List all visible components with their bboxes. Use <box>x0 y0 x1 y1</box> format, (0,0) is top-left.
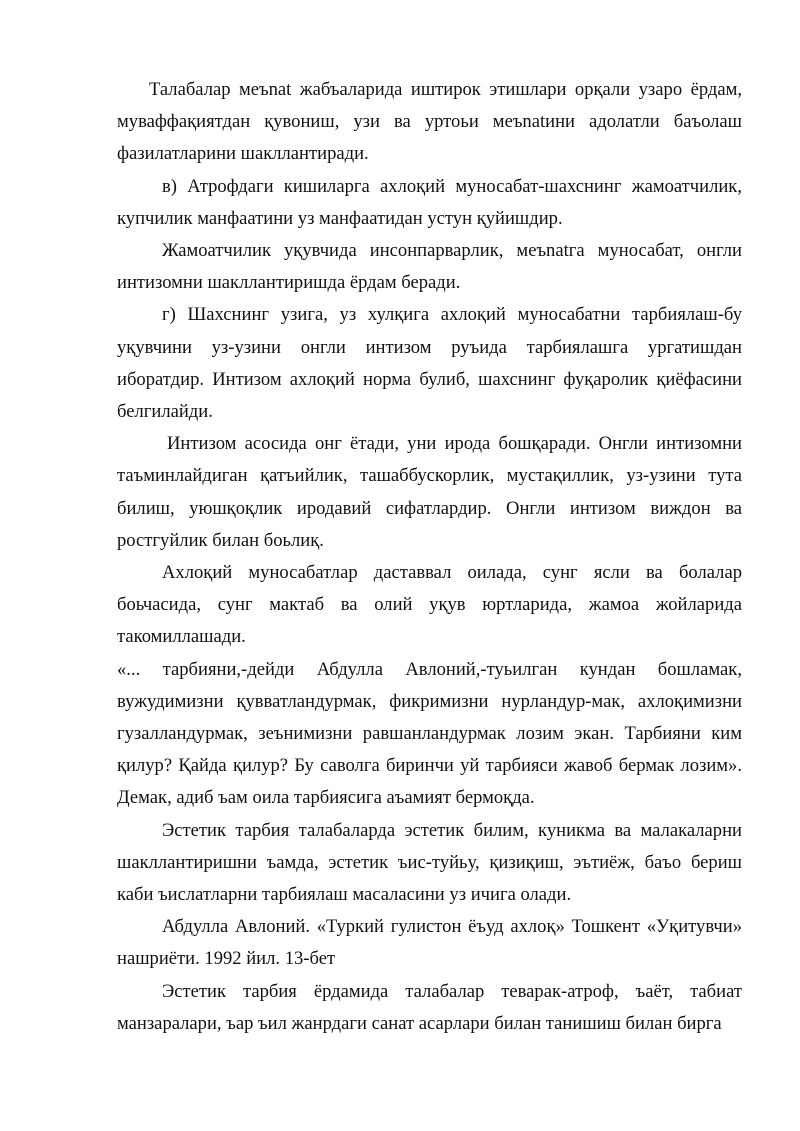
paragraph-3: Жамоатчилик уқувчида инсонпарварлик, меъnatга муносабат, онгли интизомни шакллантиришда ёрдам беради. <box>117 240 742 294</box>
paragraph-10: Эстетик тарбия ёрдамида талабалар теварак-атроф, ъаёт, табиат манзаралари, ъар ъил жанрдаги санат асарлари билан танишиш билан бирга <box>117 980 742 1034</box>
footnote-citation: Абдулла Авлоний. «Туркий гулистон ёъуд ахлоқ» Тошкент «Уқитувчи» нашриёти. 1992 йил. 13-бет <box>117 916 742 970</box>
document-body <box>117 74 742 1040</box>
paragraph-1: Талабалар меъnat жабъаларида иштирок этишлари орқали узаро ёрдам, муваффақиятдан қувониш, узи ва уртоьи меъnatини адолатли баъолаш фазилатларини шакллантиради. <box>117 79 742 165</box>
paragraph-2: в) Атрофдаги кишиларга ахлоқий муносабат-шахснинг жамоатчилик, купчилик манфаатини уз манфаатидан устун қуйишдир. <box>117 175 742 229</box>
paragraph-5: Интизом асосида онг ётади, уни ирода бошқаради. Онгли интизомни таъминлайдиган қатъийлик, ташаббускорлик, мустақиллик, уз-узини тута билиш, уюшқоқлик иродавий сифатлардир. Онгли интизом виждон ва ростгуйлик билан боьлиқ. <box>117 433 742 551</box>
paragraph-4: г) Шахснинг узига, уз хулқига ахлоқий муносабатни тарбиялаш-бу уқувчини уз-узини онгли интизом руъида тарбиялашга ургатишдан иборатдир. Интизом ахлоқий норма булиб, шахснинг фуқаролик қиёфасини белгилайди. <box>117 304 742 423</box>
paragraph-8: Эстетик тарбия талабаларда эстетик билим, куникма ва малакаларни шакллантиришни ъамда, эстетик ъис-туйьу, қизиқиш, эътиёж, баъо бериш каби ъислатларни тарбиялаш масаласини уз ичига олади. <box>117 819 742 906</box>
paragraph-6: Ахлоқий муносабатлар даставвал оилада, сунг ясли ва болалар боьчасида, сунг мактаб ва олий уқув юртларида, жамоа жойларида такомиллашади. <box>117 562 742 648</box>
paragraph-7-quote: «... тарбияни,-дейди Абдулла Авлоний,-туьилган кундан бошламак, вужудимизни қувватландурмак, фикримизни нурландур-мак, ахлоқимизни гузалландурмак, зеънимизни равшанландурмак лозим экан. Тарбияни ким қилур? Қайда қилур? Бу саволга биринчи уй тарбияси жавоб бермак лозим». Демак, адиб ъам оила тарбиясига аъамият бермоқда. <box>117 658 742 809</box>
